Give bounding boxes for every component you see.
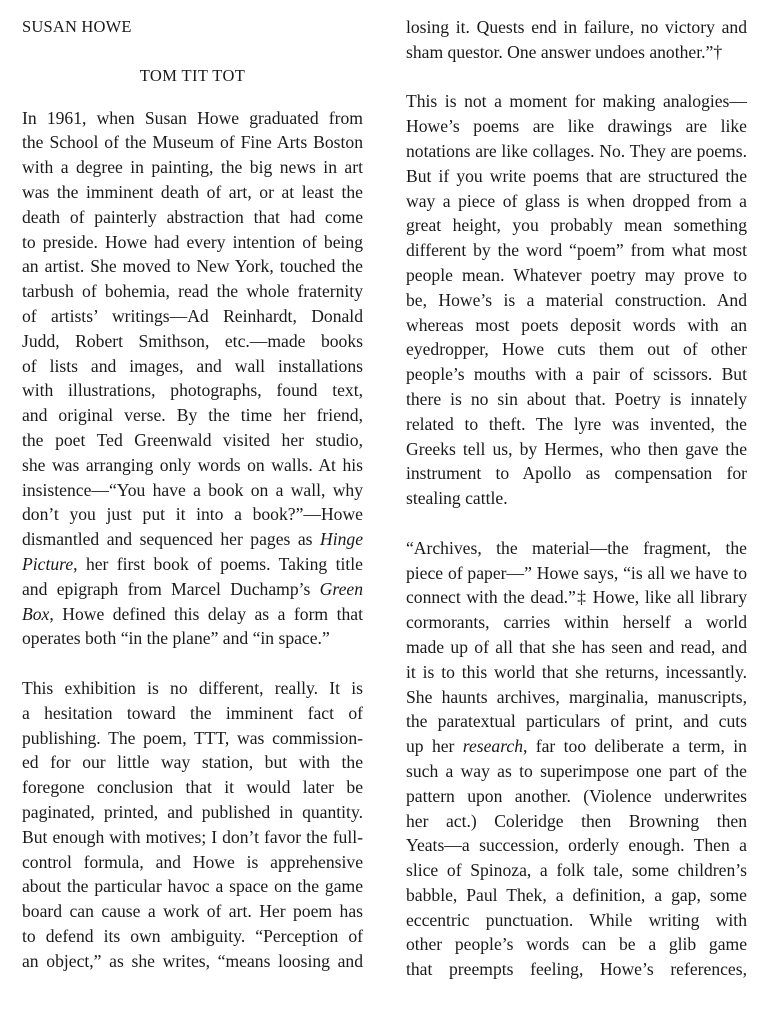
text-line: Judd, Robert Smithson, etc.—made books bbox=[22, 330, 363, 351]
text-line: her act.) Coleridge then Browning then bbox=[406, 810, 747, 831]
text-line: stealing cattle. bbox=[406, 488, 508, 509]
text-line: was the imminent death of art, or at least the bbox=[22, 181, 363, 202]
text-line: notations are like collages. No. They are poems. bbox=[406, 140, 747, 161]
text-line: Howe’s poems are like drawings are like bbox=[406, 116, 747, 137]
paragraph-exhibition bbox=[22, 676, 363, 974]
paragraph-gap bbox=[406, 65, 747, 90]
text-line: related to theft. The lyre was invented, the bbox=[406, 413, 747, 434]
paragraph-gap bbox=[22, 651, 363, 676]
paragraph-intro bbox=[22, 106, 363, 652]
left-column bbox=[22, 15, 363, 973]
text-line: tarbush of bohemia, read the whole fraternity bbox=[22, 281, 363, 302]
text-line: such a way as to superimpose one part of the bbox=[406, 760, 747, 781]
text-line: connect with the dead.”‡ Howe, like all library bbox=[406, 587, 747, 608]
text-run: , far too deliberate a term, in bbox=[523, 736, 747, 757]
right-column bbox=[406, 15, 747, 982]
author-name: SUSAN HOWE bbox=[22, 17, 132, 36]
text-line: insistence—“You have a book on a wall, why bbox=[22, 479, 363, 500]
text-line: don’t you just put it into a book?”—Howe bbox=[22, 504, 363, 525]
text-line: control formula, and Howe is apprehensive bbox=[22, 851, 363, 872]
text-line bbox=[406, 734, 747, 759]
text-line: losing it. Quests end in failure, no victory and bbox=[406, 17, 747, 37]
paragraph-archives bbox=[406, 536, 747, 982]
text-line: This exhibition is no different, really. It is bbox=[22, 677, 363, 698]
text-line: about the particular havoc a space on the game bbox=[22, 876, 363, 897]
text-run: , her first book of poems. Taking title bbox=[73, 553, 363, 574]
text-line: the poet Ted Greenwald visited her studio, bbox=[22, 429, 363, 450]
text-line: there is no sin about that. Poetry is innately bbox=[406, 388, 747, 409]
text-line: different by the word “poem” from what most bbox=[406, 240, 747, 261]
text-line bbox=[22, 602, 363, 627]
text-line: slice of Spinoza, a folk tale, some children’s bbox=[406, 860, 747, 881]
text-line: the paratextual particulars of print, and cuts bbox=[406, 711, 747, 732]
text-line: This is not a moment for making analogies— bbox=[406, 91, 747, 112]
text-line: operates both “in the plane” and “in space.” bbox=[22, 628, 330, 649]
paragraph-continuation bbox=[406, 15, 747, 65]
text-line: great height, you probably mean something bbox=[406, 215, 747, 236]
text-line: eyedropper, Howe cuts them out of other bbox=[406, 339, 747, 360]
text-line: people mean. Whatever poetry may prove to bbox=[406, 264, 747, 285]
text-line: Yeats—a succession, orderly enough. Then a bbox=[406, 835, 747, 856]
text-line: babble, Paul Thek, a definition, a gap, some bbox=[406, 884, 747, 905]
essay-title: TOM TIT TOT bbox=[139, 65, 246, 85]
text-line: eccentric punctuation. While writing with bbox=[406, 909, 747, 930]
text-line: publishing. The poem, TTT, was commission- bbox=[22, 727, 363, 748]
text-line bbox=[22, 527, 363, 552]
text-line: to preside. Howe had every intention of being bbox=[22, 231, 363, 252]
text-line: and original verse. By the time her friend, bbox=[22, 405, 363, 426]
text-line: of lists and images, and wall installations bbox=[22, 355, 363, 376]
text-line: ed for our little way station, but with the bbox=[22, 752, 363, 773]
text-line: death of painterly abstraction that had come bbox=[22, 206, 363, 227]
text-line: board can cause a work of art. Her poem has bbox=[22, 901, 363, 922]
text-line: the School of the Museum of Fine Arts Boston bbox=[22, 132, 363, 153]
text-line: whereas most poets deposit words with an bbox=[406, 314, 747, 335]
text-line: be, Howe’s is a material construction. And bbox=[406, 289, 747, 310]
text-line: she was arranging only words on walls. At his bbox=[22, 454, 363, 475]
text-line: way a piece of glass is when dropped from a bbox=[406, 190, 747, 211]
book-title-hinge: Hinge bbox=[320, 529, 363, 550]
paragraph-analogies bbox=[406, 89, 747, 511]
text-line bbox=[22, 552, 363, 577]
text-line: an object,” as she writes, “means loosing and bbox=[22, 950, 363, 971]
text-line: an artist. She moved to New York, touched the bbox=[22, 256, 363, 277]
text-line: In 1961, when Susan Howe graduated from bbox=[22, 107, 363, 128]
text-run: and epigraph from Marcel Duchamp’s bbox=[22, 578, 320, 599]
text-line: a hesitation toward the imminent fact of bbox=[22, 702, 363, 723]
text-line: Greeks tell us, by Hermes, who then gave the bbox=[406, 438, 747, 459]
text-run: , Howe defined this delay as a form that bbox=[49, 603, 363, 624]
text-line: pattern upon another. (Violence underwrites bbox=[406, 785, 747, 806]
text-line: foregone conclusion that it would later be bbox=[22, 777, 363, 798]
book-title-green: Green bbox=[319, 578, 363, 599]
text-line: with illustrations, photographs, found text, bbox=[22, 380, 363, 401]
text-line: of artists’ writings—Ad Reinhardt, Donald bbox=[22, 305, 363, 326]
text-line: that preempts feeling, Howe’s references, bbox=[406, 959, 747, 980]
text-run: dismantled and sequenced her pages as bbox=[22, 529, 320, 550]
text-line: paginated, printed, and published in quantity. bbox=[22, 801, 363, 822]
book-title-picture: Picture bbox=[22, 553, 74, 574]
text-line: But if you write poems that are structured the bbox=[406, 165, 747, 186]
text-line: to defend its own ambiguity. “Perception of bbox=[22, 925, 363, 946]
text-line: with a degree in painting, the big news in art bbox=[22, 157, 363, 178]
text-line: But enough with motives; I don’t favor the full- bbox=[22, 826, 363, 847]
book-title-box: Box bbox=[22, 603, 50, 624]
paragraph-gap bbox=[406, 511, 747, 536]
text-line: people’s mouths with a pair of scissors. But bbox=[406, 364, 747, 385]
text-line: it is to this world that she returns, incessantly. bbox=[406, 661, 747, 682]
text-run: up her bbox=[406, 736, 463, 757]
text-line: made up of all that she has seen and read, and bbox=[406, 636, 747, 657]
emphasis-research: research bbox=[462, 736, 524, 757]
text-line: sham questor. One answer undoes another.”† bbox=[406, 41, 723, 62]
text-line: piece of paper—” Howe says, “is all we have to bbox=[406, 562, 747, 583]
text-line: “Archives, the material—the fragment, the bbox=[406, 537, 747, 558]
text-line: other people’s words can be a glib game bbox=[406, 934, 747, 955]
text-line: cormorants, carries within herself a world bbox=[406, 612, 747, 633]
text-line: instrument to Apollo as compensation for bbox=[406, 463, 747, 484]
text-line bbox=[22, 577, 363, 602]
text-line: She haunts archives, marginalia, manuscripts, bbox=[406, 686, 747, 707]
